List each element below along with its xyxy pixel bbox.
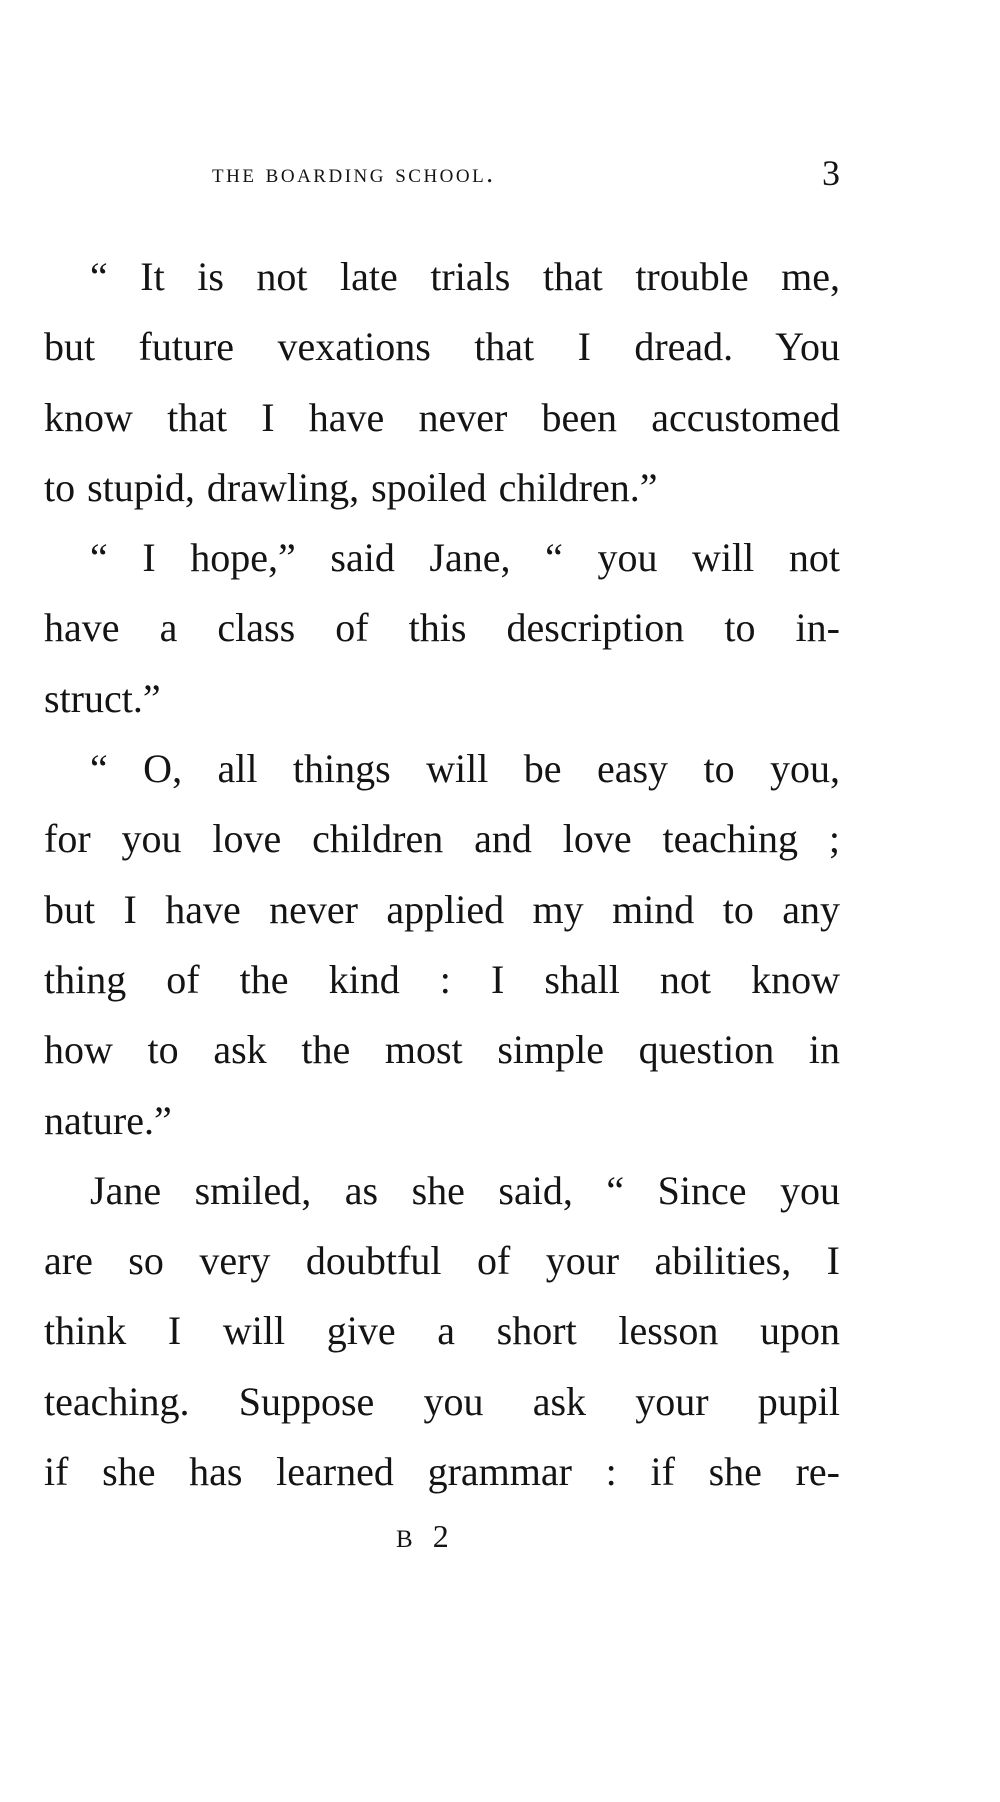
signature-letter: B [396, 1526, 419, 1553]
text-line: have a class of this description to in- [44, 605, 840, 651]
signature-mark [396, 1518, 455, 1555]
page-number: 3 [822, 153, 840, 193]
text-line: if she has learned grammar : if she re- [44, 1449, 840, 1495]
signature-number: 2 [432, 1518, 455, 1554]
text-line: to stupid, drawling, spoiled children.” [44, 464, 658, 510]
text-line: struct.” [44, 675, 161, 721]
text-line: know that I have never been accustomed [44, 394, 840, 440]
text-line: teaching. Suppose you ask your pupil [44, 1378, 840, 1424]
text-line: “ It is not late trials that trouble me, [90, 254, 840, 299]
text-line: but I have never applied my mind to any [44, 886, 840, 932]
text-line: are so very doubtful of your abilities, I [44, 1238, 840, 1284]
running-title: the boarding school. [212, 158, 496, 188]
text-line: for you love children and love teaching ; [44, 816, 840, 862]
text-line: “ O, all things will be easy to you, [90, 746, 840, 792]
text-line: Jane smiled, as she said, “ Since you [90, 1167, 840, 1213]
text-line: but future vexations that I dread. You [44, 324, 840, 370]
text-line: how to ask the most simple question in [44, 1027, 840, 1073]
body-text [44, 242, 840, 1507]
text-line: nature.” [44, 1097, 172, 1143]
running-head [212, 153, 840, 198]
text-line: think I will give a short lesson upon [44, 1308, 840, 1354]
text-line: thing of the kind : I shall not know [44, 956, 840, 1002]
text-line: “ I hope,” said Jane, “ you will not [90, 535, 840, 581]
